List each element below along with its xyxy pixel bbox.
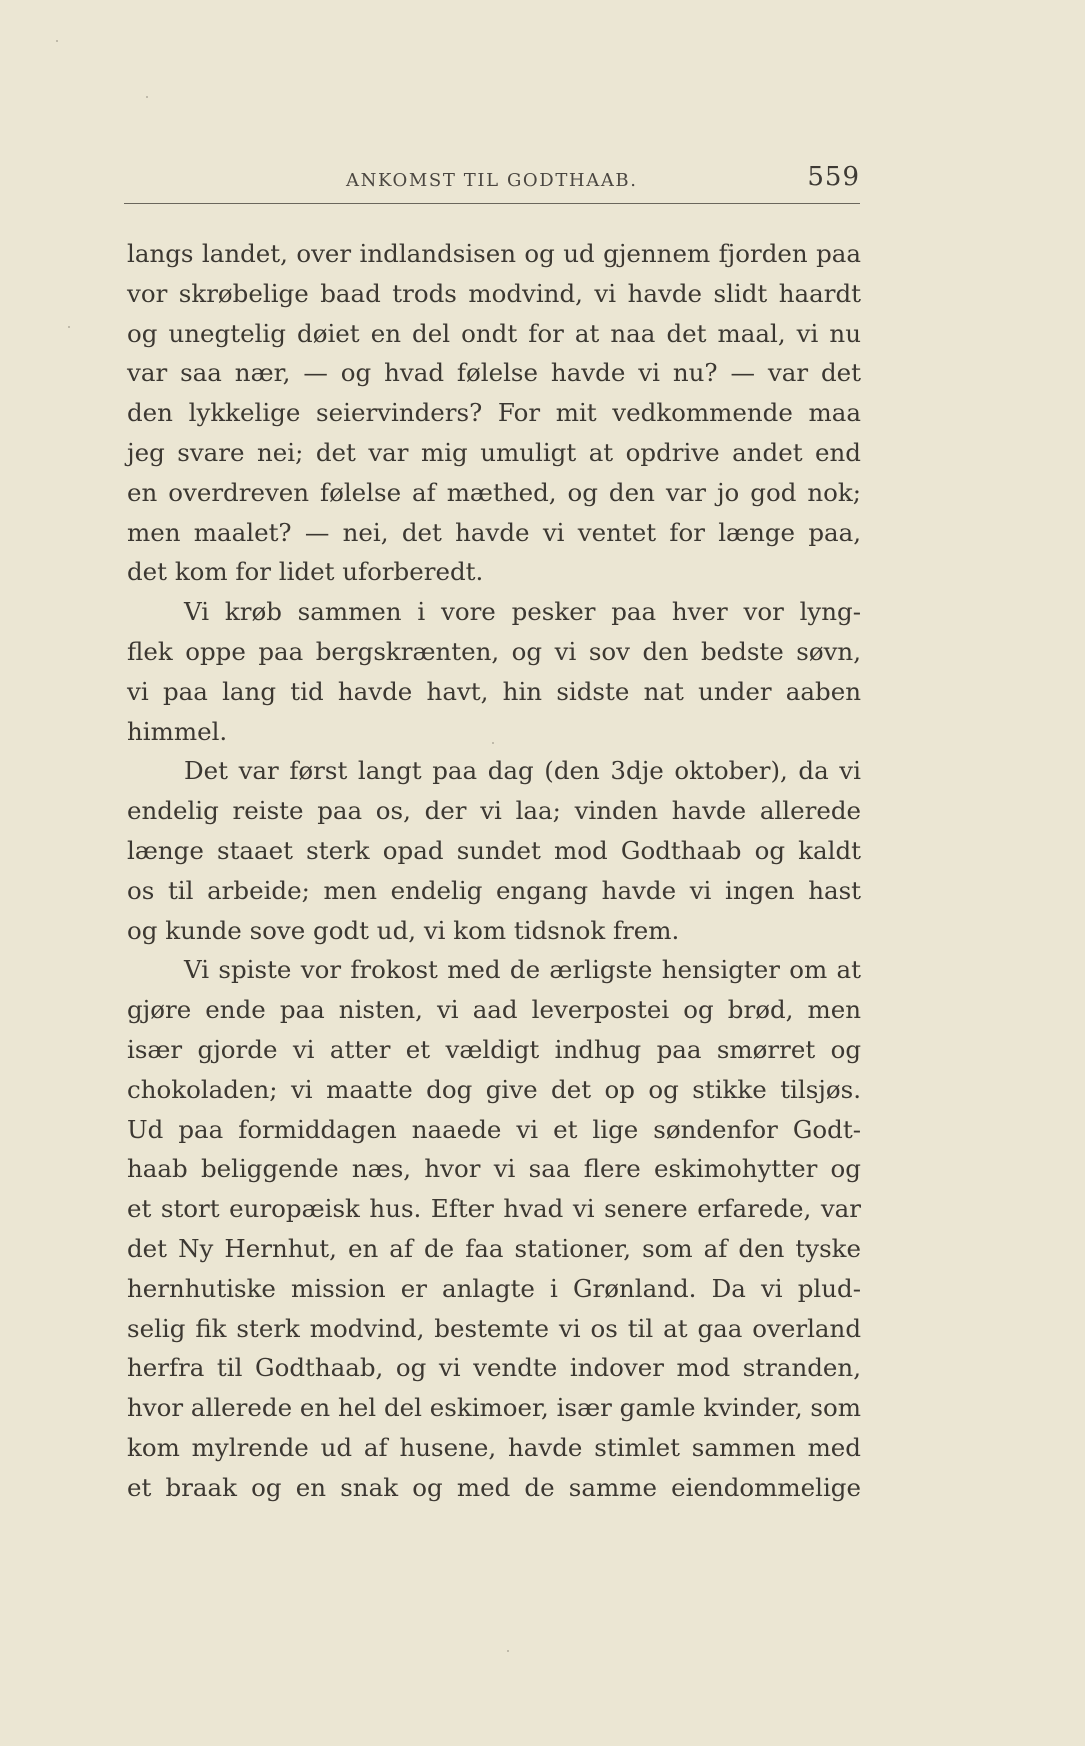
paper-speck [507,1650,509,1652]
text-line: langs landet, over indlandsisen og ud gjennem fjorden paa [127,239,861,268]
text-line: et stort europæisk hus. Efter hvad vi senere erfarede, var [127,1194,861,1224]
text-line: kom mylrende ud af husene, havde stimlet sammen med [127,1432,861,1462]
paper-speck [68,326,70,328]
text-line: chokoladen; vi maatte dog give det op og stikke tilsjøs. [127,1074,861,1104]
body-text [127,234,861,1508]
text-line: flek oppe paa bergskrænten, og vi sov den bedste søvn, [127,636,861,666]
text-line: os til arbeide; men endelig engang havde vi ingen hast [127,875,861,905]
text-line: vor skrøbelige baad trods modvind, vi havde slidt haardt [127,278,861,308]
text-line: et braak og en snak og med de samme eiendommelige [127,1472,861,1502]
text-line: endelig reiste paa os, der vi laa; vinden havde allerede [127,796,861,826]
text-line: det kom for lidet uforberedt. [127,557,484,587]
text-line: hvor allerede en hel del eskimoer, især gamle kvinder, som [127,1393,861,1423]
text-line: men maalet? — nei, det havde vi ventet for længe paa, [127,517,861,547]
running-head: ANKOMST TIL GODTHAAB. [346,170,638,191]
text-line: vi paa lang tid havde havt, hin sidste nat under aaben [127,676,861,706]
text-line: himmel. [127,716,228,746]
text-line: haab beliggende næs, hvor vi saa flere eskimohytter og [127,1154,861,1184]
text-line: var saa nær, — og hvad følelse havde vi nu? — var det [127,358,861,388]
paragraph-first-line: Vi krøb sammen i vore pesker paa hver vor lyng- [184,597,861,627]
paper-speck [146,96,148,98]
text-line: hernhutiske mission er anlagte i Grønland. Da vi plud- [127,1273,861,1303]
text-line: længe staaet sterk opad sundet mod Godthaab og kaldt [127,835,861,865]
text-line: gjøre ende paa nisten, vi aad leverpostei og brød, men [127,995,861,1025]
text-line: og kunde sove godt ud, vi kom tidsnok frem. [127,915,680,945]
text-line: jeg svare nei; det var mig umuligt at opdrive andet end [127,437,861,467]
paragraph-first-line: Det var først langt paa dag (den 3dje oktober), da vi [184,756,861,786]
text-line: en overdreven følelse af mæthed, og den var jo god nok; [127,477,861,507]
text-line: det Ny Hernhut, en af de faa stationer, som af den tyske [127,1233,861,1263]
paragraph-first-line: Vi spiste vor frokost med de ærligste hensigter om at [184,955,861,985]
page-header [124,162,860,204]
text-line: og unegtelig døiet en del ondt for at naa det maal, vi nu [127,318,861,348]
text-line: især gjorde vi atter et vældigt indhug paa smørret og [127,1034,861,1064]
text-line: den lykkelige seiervinders? For mit vedkommende maa [127,398,861,428]
text-line: selig fik sterk modvind, bestemte vi os til at gaa overland [127,1313,861,1343]
text-line: herfra til Godthaab, og vi vendte indover mod stranden, [127,1353,861,1383]
page-number: 559 [807,162,860,192]
text-line: Ud paa formiddagen naaede vi et lige søndenfor Godt- [127,1114,861,1144]
paper-speck [56,40,58,42]
header-rule [124,203,860,204]
